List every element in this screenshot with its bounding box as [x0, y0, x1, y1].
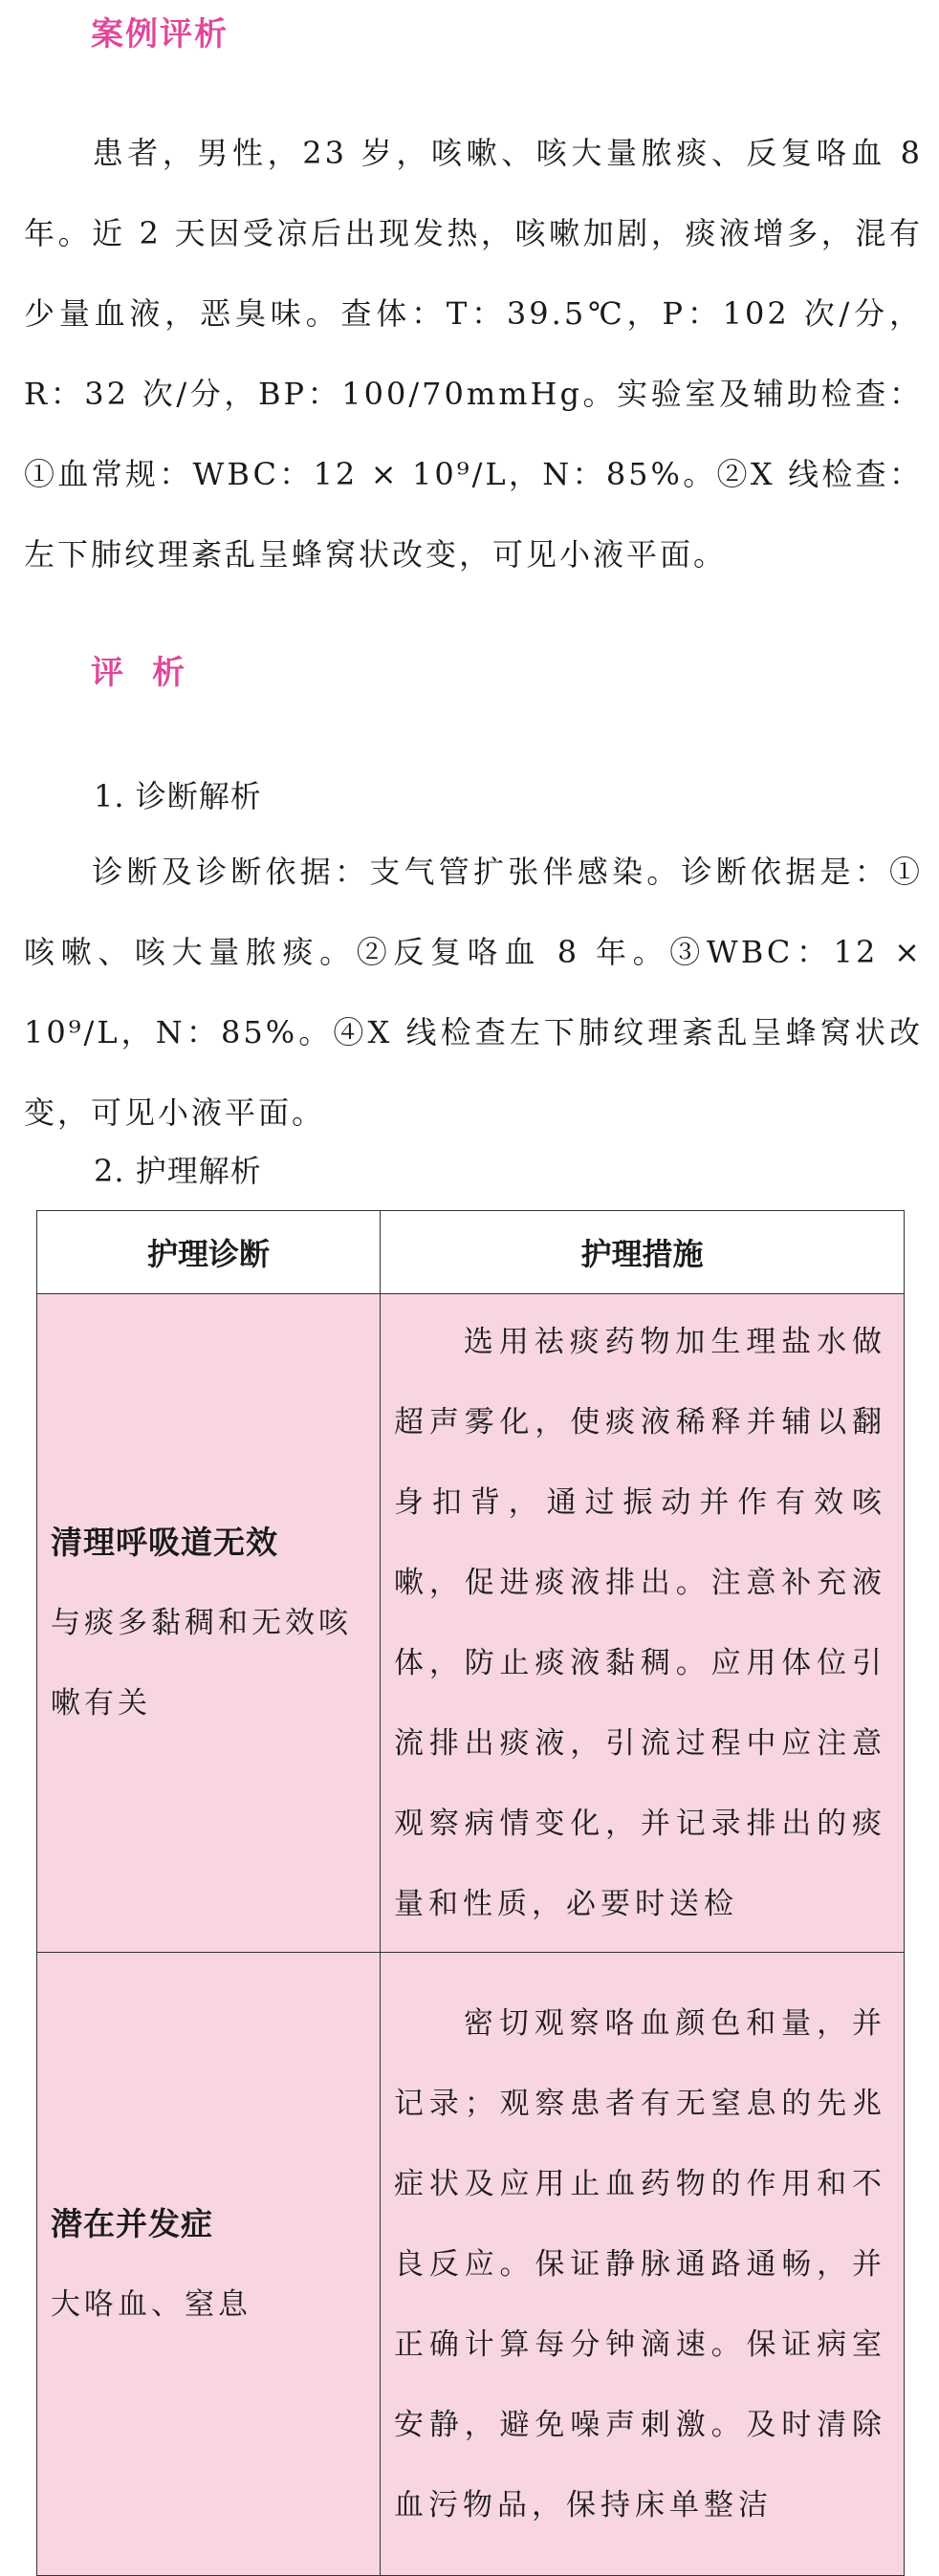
diagnosis-cell [37, 1294, 381, 1953]
header-nursing-measures: 护理措施 [381, 1211, 905, 1294]
diagnosis-title: 清理呼吸道无效 [51, 1524, 278, 1561]
measures-cell [381, 1953, 905, 2576]
table-header-row [37, 1211, 905, 1294]
nursing-analysis-title: 2. 护理解析 [94, 1153, 262, 1189]
diagnosis-related-factor: 大咯血、窒息 [51, 2286, 251, 2322]
diagnosis-analysis-text: 诊断及诊断依据：支气管扩张伴感染。诊断依据是：①咳嗽、咳大量脓痰。②反复咯血 8 年。③WBC：12 × 10⁹/L，N：85%。④X 线检查左下肺纹理紊乱呈蜂窝状改变，可见小液平面。 [24, 854, 923, 1131]
case-description-paragraph [24, 113, 923, 595]
diagnosis-cell [37, 1953, 381, 2576]
diagnosis-analysis-title: 1. 诊断解析 [94, 778, 262, 814]
table-row [37, 1953, 905, 2576]
diagnosis-title: 潜在并发症 [51, 2204, 213, 2242]
measures-text: 密切观察咯血颜色和量，并记录；观察患者有无窒息的先兆症状及应用止血药物的作用和不良反应。保证静脉通路通畅，并正确计算每分钟滴速。保证病室安静，避免噪声刺激。及时清除血污物品，保持床单整洁 [394, 2005, 886, 2522]
case-description-text: 患者，男性，23 岁，咳嗽、咳大量脓痰、反复咯血 8 年。近 2 天因受凉后出现发热，咳嗽加剧，痰液增多，混有少量血液，恶臭味。查体：T：39.5℃，P：102 次/分，R：32 次/分，BP：100/70mmHg。实验室及辅助检查：①血常规：WBC：12 × 10⁹/L，N：85%。②X 线检查：左下肺纹理紊乱呈蜂窝状改变，可见小液平面。 [24, 135, 923, 573]
diagnosis-analysis-paragraph [24, 832, 923, 1153]
nursing-care-table [36, 1210, 905, 2576]
header-nursing-diagnosis: 护理诊断 [37, 1211, 381, 1294]
case-review-heading: 案例评析 [91, 15, 229, 54]
table-row [37, 1294, 905, 1953]
measures-cell [381, 1294, 905, 1953]
diagnosis-related-factor: 与痰多黏稠和无效咳嗽有关 [51, 1606, 352, 1721]
measures-text: 选用祛痰药物加生理盐水做超声雾化，使痰液稀释并辅以翻身扣背，通过振动并作有效咳嗽，促进痰液排出。注意补充液体，防止痰液黏稠。应用体位引流排出痰液，引流过程中应注意观察病情变化，并记录排出的痰量和性质，必要时送检 [394, 1325, 886, 1921]
analysis-heading: 评析 [91, 654, 213, 692]
